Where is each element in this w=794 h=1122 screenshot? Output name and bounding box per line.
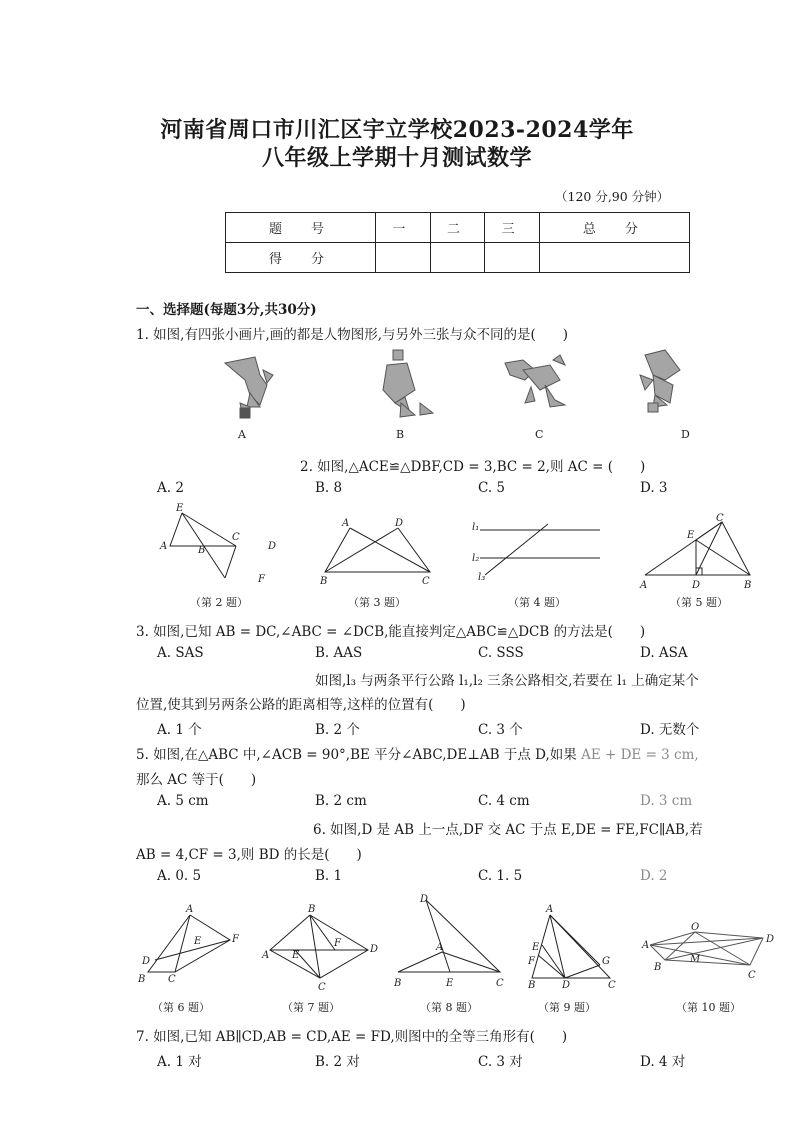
score-table-score-row: [226, 243, 690, 273]
q6-point-label: D: [142, 956, 151, 967]
q9-point-label: F: [528, 956, 535, 967]
q7-point-label: A: [262, 950, 270, 961]
q3-point-label: B: [320, 576, 328, 587]
q3-option-b: B. AAS: [315, 645, 363, 661]
exam-info: （120 分,90 分钟）: [555, 189, 670, 204]
q6-option-b: B. 1: [315, 868, 343, 884]
q10-point-label: M: [690, 954, 701, 965]
figures-row-1: [150, 500, 790, 615]
question-1: 1. 如图,有四张小画片,画的都是人物图形,与另外三张与众不同的是( ): [136, 327, 569, 343]
q4-line-label: l₂: [472, 553, 480, 564]
q1-label-d: D: [681, 428, 690, 441]
q5-point-label: A: [640, 580, 648, 591]
q1-figure-a: [225, 357, 273, 418]
q7-point-label: B: [308, 904, 316, 915]
q9-point-label: C: [608, 980, 616, 991]
q4-option-b: B. 2 个: [315, 722, 360, 738]
q1-label-c: C: [535, 428, 544, 441]
q6-option-a: A. 0. 5: [157, 868, 202, 884]
q6-point-label: C: [168, 974, 176, 985]
q4-option-d: D. 无数个: [640, 722, 700, 738]
question-3: 3. 如图,已知 AB = DC,∠ABC = ∠DCB,能直接判定△ABC≌△DCB 的方法是( ): [136, 624, 646, 640]
q2-point-label: F: [258, 574, 265, 585]
q9-point-label: E: [532, 942, 540, 953]
question-5-line-2: 那么 AC 等于( ): [136, 772, 257, 788]
q5-option-d: D. 3 cm: [640, 793, 693, 809]
q10-point-label: D: [766, 934, 775, 945]
q5-option-b: B. 2 cm: [315, 793, 367, 809]
q5-point-label: D: [692, 580, 701, 591]
title-line-1: 河南省周口市川汇区宇立学校2023-2024学年: [160, 117, 634, 143]
score-table: [225, 212, 690, 273]
q7-option-b: B. 2 对: [315, 1054, 360, 1070]
q3-option-c: C. SSS: [478, 645, 524, 661]
score-cell: 得 分: [226, 243, 376, 273]
figure-caption: （第 9 题）: [538, 1001, 596, 1014]
score-table-header-row: [226, 213, 690, 243]
figure-caption: （第 6 题）: [152, 1001, 210, 1014]
question-5-faded-text: AE + DE = 3 cm,: [581, 747, 699, 763]
q8-point-label: A: [436, 942, 444, 953]
q1-label-b: B: [396, 428, 405, 441]
q8-point-label: B: [394, 978, 402, 989]
score-cell: 总 分: [539, 213, 689, 243]
q3-option-a: A. SAS: [157, 645, 204, 661]
q9-point-label: A: [546, 904, 554, 915]
question-6-line-1: 6. 如图,D 是 AB 上一点,DF 交 AC 于点 E,DE = FE,FC∥AB,若: [313, 822, 703, 838]
q2-point-label: B: [198, 545, 206, 556]
q6-point-label: E: [194, 936, 202, 947]
score-cell: [485, 243, 540, 273]
q2-point-label: E: [176, 503, 184, 514]
q10-point-label: B: [654, 962, 662, 973]
question-5-text: 5. 如图,在△ABC 中,∠ACB = 90°,BE 平分∠ABC,DE⊥AB 于点 D,如果: [136, 747, 577, 763]
question-6-line-2: AB = 4,CF = 3,则 BD 的长是( ): [136, 847, 362, 863]
q5-option-a: A. 5 cm: [157, 793, 209, 809]
q3-option-d: D. ASA: [640, 645, 688, 661]
figures-row-2: [130, 890, 790, 1018]
q4-option-a: A. 1 个: [157, 722, 202, 738]
q3-point-label: A: [342, 518, 350, 529]
q7-point-label: C: [318, 982, 326, 993]
figure-caption: （第 8 题）: [420, 1001, 478, 1014]
question-7: 7. 如图,已知 AB∥CD,AB = CD,AE = FD,则图中的全等三角形有( ): [136, 1029, 568, 1045]
q2-option-c: C. 5: [478, 480, 506, 496]
q6-point-label: B: [138, 974, 146, 985]
q4-option-c: C. 3 个: [478, 722, 523, 738]
q7-point-label: F: [334, 938, 341, 949]
score-cell: 三: [485, 213, 540, 243]
figure-caption: （第 4 题）: [508, 596, 566, 609]
q2-point-label: D: [268, 541, 277, 552]
question-4-line-2: 位置,使其到另两条公路的距离相等,这样的位置有( ): [136, 697, 466, 713]
figure-caption: （第 7 题）: [282, 1001, 340, 1014]
q6-point-label: A: [186, 904, 194, 915]
q4-line-label: l₁: [472, 522, 480, 533]
q7-option-d: D. 4 对: [640, 1054, 686, 1070]
q1-figure-d: [640, 350, 680, 412]
figure-caption: （第 3 题）: [348, 596, 406, 609]
q1-figures: [205, 345, 705, 445]
score-cell: 题 号: [226, 213, 376, 243]
q2-point-label: A: [160, 541, 168, 552]
q7-point-label: D: [370, 944, 379, 955]
score-cell: 二: [430, 213, 485, 243]
q2-option-b: B. 8: [315, 480, 343, 496]
q9-point-label: G: [602, 956, 610, 967]
score-cell: [376, 243, 431, 273]
q2-point-label: C: [232, 532, 240, 543]
q6-option-d: D. 2: [640, 868, 668, 884]
q10-point-label: A: [642, 940, 650, 951]
q3-point-label: C: [422, 576, 430, 587]
q7-point-label: E: [292, 950, 300, 961]
q2-option-d: D. 3: [640, 480, 668, 496]
q9-point-label: B: [528, 980, 536, 991]
q7-option-c: C. 3 对: [478, 1054, 523, 1070]
q1-figure-c: [505, 355, 565, 407]
question-4-line-1: 如图,l₃ 与两条平行公路 l₁,l₂ 三条公路相交,若要在 l₁ 上确定某个: [315, 673, 699, 689]
q6-point-label: F: [232, 934, 239, 945]
q4-line-label: l₃: [478, 572, 486, 583]
question-2: 2. 如图,△ACE≌△DBF,CD = 3,BC = 2,则 AC = ( ): [300, 459, 646, 475]
figure-caption: （第 5 题）: [670, 596, 728, 609]
q8-point-label: C: [496, 978, 504, 989]
figure-caption: （第 10 题）: [676, 1001, 741, 1014]
q8-point-label: D: [420, 894, 429, 905]
q5-point-label: B: [744, 580, 752, 591]
q10-point-label: C: [748, 970, 756, 981]
score-cell: 一: [376, 213, 431, 243]
score-cell: [539, 243, 689, 273]
score-cell: [430, 243, 485, 273]
q5-point-label: C: [716, 513, 724, 524]
q5-point-label: E: [687, 530, 695, 541]
q3-point-label: D: [395, 518, 404, 529]
q6-option-c: C. 1. 5: [478, 868, 523, 884]
q1-label-a: A: [238, 428, 246, 441]
figure-caption: （第 2 题）: [190, 596, 248, 609]
q9-point-label: D: [562, 980, 571, 991]
q2-option-a: A. 2: [157, 480, 184, 496]
question-5-line-1: [136, 743, 699, 763]
q10-point-label: O: [691, 922, 700, 933]
section-heading: 一、选择题(每题3分,共30分): [136, 302, 317, 318]
q1-figure-b: [383, 350, 433, 417]
title-line-2: 八年级上学期十月测试数学: [261, 145, 532, 171]
q8-point-label: E: [446, 978, 454, 989]
q7-option-a: A. 1 对: [157, 1054, 202, 1070]
q5-option-c: C. 4 cm: [478, 793, 530, 809]
